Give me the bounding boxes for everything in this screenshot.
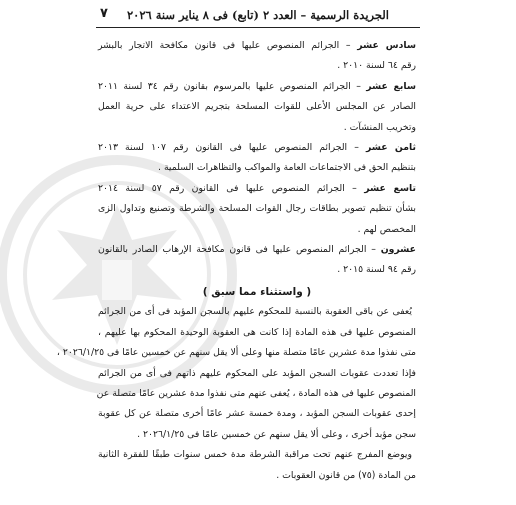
clause-ordinal: ثامن عشر: [365, 142, 417, 154]
clause-line: وتخريب المنشآت .: [343, 121, 416, 133]
page-number: ٧: [100, 6, 108, 21]
clause-20: [98, 240, 416, 281]
clause-line: [98, 36, 416, 56]
paragraph-line: متى نفذوا مدة عشرين عامًا متصلة منها وعلى ألا يقل سنهم عن خمسين عامًا فى ٢٠٢٦/١/٢٥ ،: [56, 347, 416, 359]
clause-17: [98, 77, 416, 138]
clause-line: رقم ٩٤ لسنة ٢٠١٥ .: [337, 264, 416, 276]
clause-text: – الجرائم المنصوص عليها فى قانون مكافحة الإرهاب الصادر بالقانون: [98, 244, 381, 256]
clause-16: [98, 36, 416, 77]
section-heading: ( واستثناء مما سبق ): [202, 285, 312, 298]
paragraph-line: المنصوص عليها فى هذه المادة إذا كانت هى العقوبة الوحيدة المحكوم بها عليهم ،: [98, 326, 416, 338]
clause-text: – الجرائم المنصوص عليها فى القانون رقم ١٠٧ لسنة ٢٠١٣: [98, 142, 366, 154]
clause-line: بشأن تنظيم تصوير بطاقات رجال القوات المسلحة والشرطة وتصنيع وتداول الزى: [98, 203, 416, 215]
clause-line: [98, 240, 416, 260]
clause-line: الصادر عن المجلس الأعلى للقوات المسلحة بتجريم الاعتداء على حرية العمل: [98, 101, 416, 113]
header-divider: [96, 27, 420, 28]
paragraph-line: ويوضع المفرج عنهم تحت مراقبة الشرطة مدة خمس سنوات طبقًا للفقرة الثانية: [98, 449, 412, 461]
clause-line: رقم ٦٤ لسنة ٢٠١٠ .: [337, 60, 416, 72]
clause-line: [98, 138, 416, 158]
clause-ordinal: تاسع عشر: [364, 182, 417, 194]
paragraph-line: من المادة (٧٥) من قانون العقوبات .: [276, 469, 416, 481]
page-header: [96, 4, 420, 26]
clause-19: [98, 179, 416, 240]
paragraph-line: إحدى عقوبات السجن المؤبد ، ومدة خمسة عشر عامًا أخرى متصلة عن كل عقوبة: [98, 408, 416, 420]
clause-text: – الجرائم المنصوص عليها فى القانون رقم ٥٧ لسنة ٢٠١٤: [98, 182, 365, 194]
clause-line: [98, 77, 416, 97]
clause-18: [98, 138, 416, 179]
clause-ordinal: سابع عشر: [366, 80, 416, 92]
clause-text: – الجرائم المنصوص عليها بالمرسوم بقانون رقم ٣٤ لسنة ٢٠١١: [98, 80, 367, 92]
supervision-paragraph: [98, 445, 416, 486]
document-body: [56, 36, 417, 486]
exemption-paragraph: [56, 302, 416, 445]
clause-line: المخصص لهم .: [357, 223, 416, 235]
gazette-header-title: الجريدة الرسمية – العدد ٢ (تابع) فى ٨ يناير سنة ٢٠٢٦: [127, 8, 389, 22]
clause-ordinal: عشرون: [380, 244, 416, 256]
clause-line: [98, 179, 416, 199]
paragraph-line: سجن مؤبد أخرى ، وعلى ألا يقل سنهم عن خمسين عامًا فى ٢٠٢٦/١/٢٥ .: [137, 428, 416, 440]
paragraph-line: يُعفى عن باقى العقوبة بالنسبة للمحكوم عليهم بالسجن المؤبد فى أى من الجرائم: [98, 306, 412, 318]
clause-text: – الجرائم المنصوص عليها فى قانون مكافحة الاتجار بالبشر: [98, 40, 358, 51]
clause-line: بتنظيم الحق فى الاجتماعات العامة والمواكب والتظاهرات السلمية .: [158, 162, 416, 174]
paragraph-line: فإذا تعددت عقوبات السجن المؤبد على المحكوم عليهم ذاتهم فى أى من الجرائم: [98, 367, 416, 379]
paragraph-line: المنصوص عليها فى هذه المادة ، يُعفى عنهم متى نفذوا مدة عشرين عامًا متصلة عن: [96, 387, 416, 399]
clause-ordinal: سادس عشر: [357, 40, 416, 51]
